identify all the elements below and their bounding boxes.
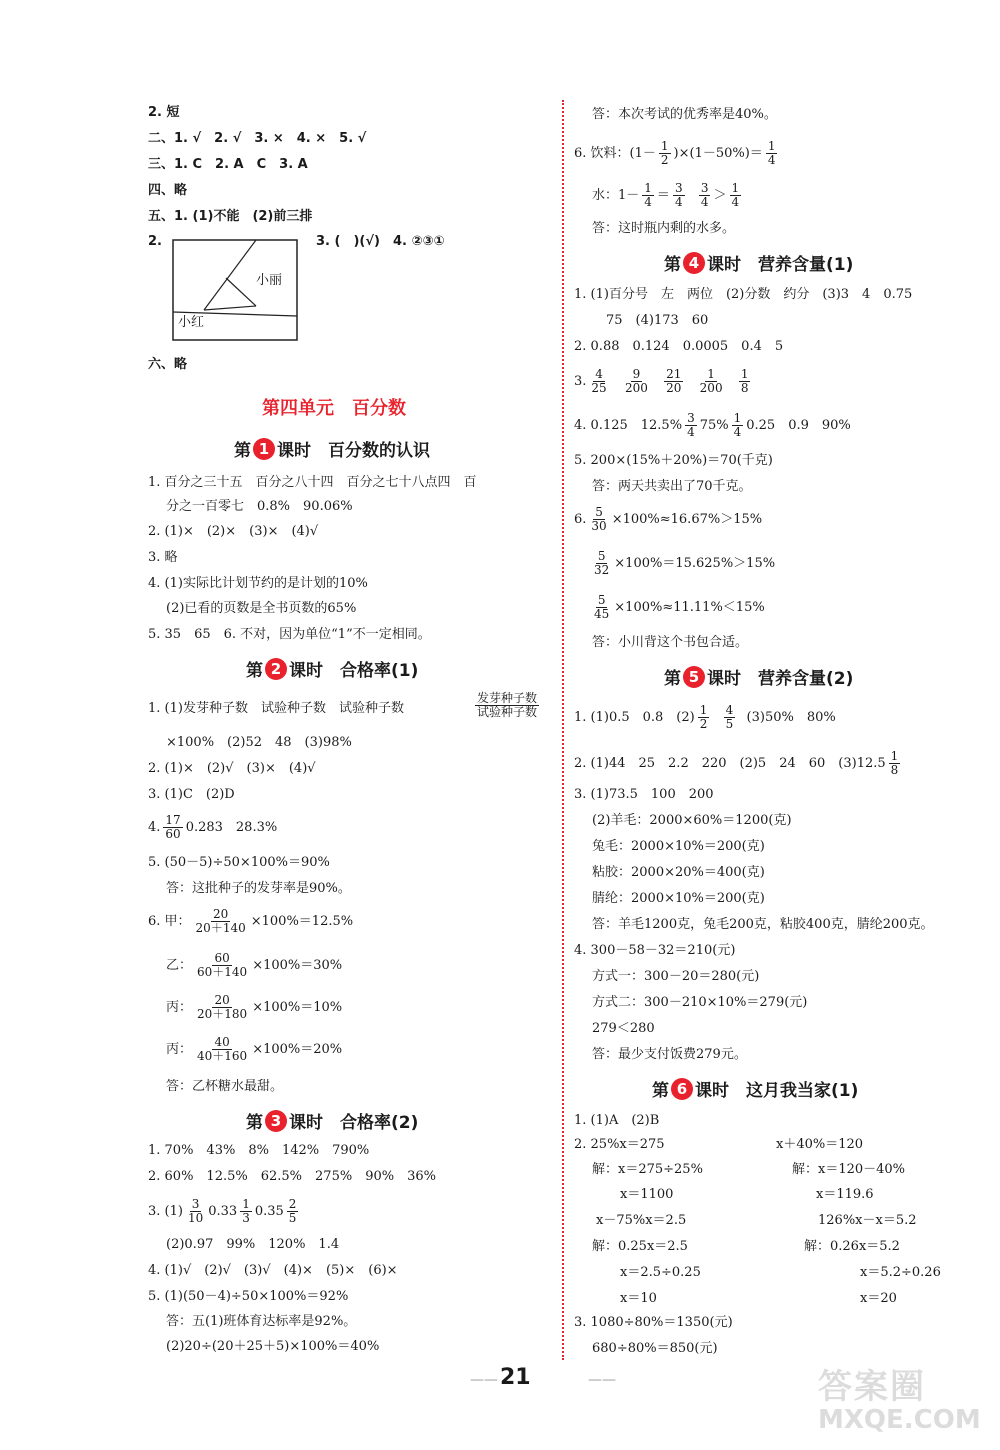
answer-line: x＝5.2÷0.26 <box>860 1265 941 1280</box>
lesson-prefix: 第 <box>246 1113 263 1133</box>
answer-line <box>592 182 744 209</box>
answer-line: 解：x＝120－40% <box>792 1162 906 1177</box>
numerator: 60 <box>214 951 230 965</box>
lesson-title <box>664 250 853 275</box>
lesson-name: 课时 合格率(2) <box>289 1113 419 1133</box>
answer-line <box>589 550 775 577</box>
answer-line: (2)0.97 99% 120% 1.4 <box>166 1237 340 1252</box>
denominator: 4 <box>644 195 652 209</box>
answer-line: 解：0.25x＝2.5 <box>592 1239 688 1254</box>
answer-line: (2)已看的页数是全书页数的65% <box>166 601 357 616</box>
answer-line: 2. (1)× (2)× (3)× (4)√ <box>148 524 319 539</box>
answer-line: 解：0.26x＝5.2 <box>804 1239 900 1254</box>
fraction <box>472 692 542 719</box>
answer-line: 1. (1)百分号 左 两位 (2)分数 约分 (3)3 4 0.75 <box>574 287 913 302</box>
answer-line: 二、1. √ 2. √ 3. × 4. × 5. √ <box>148 131 367 146</box>
denominator: 25 <box>591 381 607 395</box>
answer-line <box>148 908 353 935</box>
numerator: 1 <box>890 749 899 763</box>
denominator: 20＋180 <box>197 1007 248 1021</box>
answer-line: 5. (50－5)÷50×100%＝90% <box>148 855 330 870</box>
denominator: 32 <box>594 563 610 577</box>
text: ×100%≈16.67%＞15% <box>611 512 763 527</box>
text: 0.35 <box>254 1204 284 1219</box>
text: 水：1－ <box>592 188 640 203</box>
answer-line <box>574 140 780 167</box>
answer-line: 2. <box>148 234 162 249</box>
numerator: 3 <box>700 181 709 195</box>
text: 2. (1)44 25 2.2 220 (2)5 24 60 (3)12.5 <box>574 756 886 771</box>
lesson-title <box>246 656 418 681</box>
answer-line: 5. 200×(15%＋20%)＝70(千克) <box>574 453 773 468</box>
numerator: 1 <box>707 367 715 381</box>
watermark-logo <box>818 1367 981 1438</box>
text: 4. <box>148 820 161 835</box>
unit-title: 第四单元 百分数 <box>262 398 406 419</box>
answer-line: 126%x－x＝5.2 <box>818 1213 917 1228</box>
page-dash-right: —— <box>588 1372 616 1388</box>
text: 4. 0.125 12.5% <box>574 418 683 433</box>
answer-line <box>166 1036 342 1063</box>
answer-line: 兔毛：2000×10%＝200(克) <box>592 839 765 854</box>
answer-line: x＝2.5÷0.25 <box>620 1265 701 1280</box>
denominator: 40＋160 <box>197 1049 248 1063</box>
lesson-number-badge: 6 <box>671 1078 693 1100</box>
answer-line: 75 (4)173 60 <box>606 313 709 328</box>
lesson-name: 课时 营养含量(1) <box>707 255 854 275</box>
numerator: 3 <box>687 411 695 425</box>
answer-line <box>166 994 342 1021</box>
answer-line: 3. (1)73.5 100 200 <box>574 787 714 802</box>
text: 丙： <box>166 1000 193 1015</box>
text: ×100%≈11.11%＜15% <box>614 600 765 615</box>
answer-line: 答：两天共卖出了70千克。 <box>592 479 752 494</box>
answer-line: 答：乙杯糖水最甜。 <box>166 1079 284 1094</box>
answer-line: 680÷80%＝850(元) <box>592 1341 718 1356</box>
answer-line: 六、略 <box>148 357 188 372</box>
numerator: 1 <box>731 181 740 195</box>
lesson-prefix: 第 <box>664 255 681 275</box>
text: 6. 甲： <box>148 914 191 929</box>
answer-line: 四、略 <box>148 183 188 198</box>
denominator: 200 <box>624 381 648 395</box>
answer-line: 答：小川背这个书包合适。 <box>592 635 749 650</box>
lesson-number-badge: 4 <box>683 252 705 274</box>
numerator: 20 <box>213 907 229 921</box>
answer-line: 分之一百零七 0.8% 90.06% <box>166 499 353 514</box>
answer-line: 方式二：300－210×10%＝279(元) <box>592 995 808 1010</box>
watermark-url: MXQE.COM <box>818 1405 981 1435</box>
numerator: 17 <box>165 813 181 827</box>
denominator: 60＋140 <box>197 965 248 979</box>
answer-line: 解：x＝275÷25% <box>592 1162 703 1177</box>
denominator: 5 <box>725 717 734 731</box>
answer-line: 2. 60% 12.5% 62.5% 275% 90% 36% <box>148 1169 436 1184</box>
answer-line <box>166 952 342 979</box>
denominator: 10 <box>187 1211 204 1225</box>
text: 乙： <box>166 958 193 973</box>
numerator: 4 <box>725 703 734 717</box>
answer-line: 3. (1)C (2)D <box>148 787 235 802</box>
column-divider <box>562 100 564 1360</box>
answer-line: 4. (1)√ (2)√ (3)√ (4)× (5)× (6)× <box>148 1263 398 1278</box>
answer-line: 279＜280 <box>592 1021 655 1036</box>
numerator: 21 <box>666 367 682 381</box>
answer-line: 粘胶：2000×20%＝400(克) <box>592 865 765 880</box>
numerator: 5 <box>597 549 606 563</box>
answer-line: 答：最少支付饭费279元。 <box>592 1047 747 1062</box>
lesson-title <box>234 436 430 461</box>
denominator: 试验种子数 <box>477 705 538 719</box>
answer-line: 3. 1080÷80%＝1350(元) <box>574 1315 733 1330</box>
answer-line: 2. (1)× (2)√ (3)× (4)√ <box>148 761 316 776</box>
lesson-prefix: 第 <box>664 669 681 689</box>
answer-line <box>574 506 762 533</box>
text: ×100%＝20% <box>252 1042 343 1057</box>
denominator: 2 <box>699 717 708 731</box>
text: ×100%＝12.5% <box>250 914 354 929</box>
denominator: 4 <box>731 195 740 209</box>
text: ×100%＝30% <box>252 958 343 973</box>
numerator: 4 <box>595 367 603 381</box>
answer-line: 五、1. (1)不能 (2)前三排 <box>148 209 313 224</box>
watermark-title: 答案圈 <box>818 1367 926 1407</box>
text: 3. (1) <box>148 1204 183 1219</box>
numerator: 40 <box>214 1035 230 1049</box>
numerator: 1 <box>699 703 708 717</box>
answer-line: 答：这批种子的发芽率是90%。 <box>166 881 351 896</box>
answer-line: 5. (1)(50－4)÷50×100%＝92% <box>148 1289 349 1304</box>
answer-line: x＝10 <box>620 1291 657 1306</box>
text: ＝ <box>656 188 670 203</box>
answer-line: 4. 300－58－32＝210(元) <box>574 943 736 958</box>
answer-line: x＝1100 <box>620 1187 674 1202</box>
text: )×(1－50%)＝ <box>673 146 763 161</box>
numerator: 1 <box>767 139 776 153</box>
answer-line: x－75%x＝2.5 <box>596 1213 687 1228</box>
numerator: 20 <box>214 993 230 1007</box>
answer-line: 方式一：300－20＝280(元) <box>592 969 760 984</box>
lesson-prefix: 第 <box>246 661 263 681</box>
denominator: 20 <box>666 381 682 395</box>
diagram-label-xiaohong: 小红 <box>178 315 205 330</box>
answer-line <box>148 814 277 841</box>
answer-line <box>574 750 903 777</box>
text: (3)50% 80% <box>746 710 836 725</box>
numerator: 5 <box>597 593 606 607</box>
denominator: 4 <box>700 195 709 209</box>
answer-line: 4. (1)实际比计划节约的是计划的10% <box>148 576 368 591</box>
answer-line: x＝20 <box>860 1291 897 1306</box>
answer-line: 3. ( )(√) 4. ②③① <box>316 234 445 249</box>
lesson-prefix: 第 <box>652 1081 669 1101</box>
text: 0.33 <box>208 1204 238 1219</box>
denominator: 3 <box>242 1211 250 1225</box>
lesson-number-badge: 1 <box>253 438 275 460</box>
answer-line: x＝119.6 <box>816 1187 874 1202</box>
lesson-title <box>652 1076 858 1101</box>
answer-line: 2. 0.88 0.124 0.0005 0.4 5 <box>574 339 784 354</box>
answer-line: x＋40%＝120 <box>776 1137 864 1152</box>
text: 0.25 0.9 90% <box>746 418 851 433</box>
lesson-number-badge: 2 <box>265 658 287 680</box>
answer-line <box>574 412 851 439</box>
lesson-name: 课时 百分数的认识 <box>277 441 430 461</box>
page-number: 21 <box>500 1365 531 1390</box>
denominator: 200 <box>699 381 723 395</box>
answer-line: 答：本次考试的优秀率是40%。 <box>592 107 777 122</box>
denominator: 8 <box>740 381 749 395</box>
answer-line <box>574 368 753 395</box>
denominator: 4 <box>767 153 776 167</box>
answer-line <box>574 704 836 731</box>
lesson-title <box>246 1108 418 1133</box>
denominator: 2 <box>660 153 669 167</box>
lesson-name: 课时 营养含量(2) <box>707 669 854 689</box>
numerator: 1 <box>660 139 669 153</box>
answer-line: (2)羊毛：2000×60%＝1200(克) <box>592 813 792 828</box>
lesson-name: 课时 合格率(1) <box>289 661 419 681</box>
numerator: 3 <box>674 181 683 195</box>
diagram-label-xiaoli: 小丽 <box>256 273 283 288</box>
denominator: 4 <box>674 195 683 209</box>
text: 丙： <box>166 1042 193 1057</box>
answer-line: 2. 短 <box>148 105 180 120</box>
lesson-number-badge: 3 <box>265 1110 287 1132</box>
numerator: 发芽种子数 <box>477 691 538 705</box>
text: 75% <box>699 418 729 433</box>
answer-line: 三、1. C 2. A C 3. A <box>148 157 308 172</box>
answer-line: ×100% (2)52 48 (3)98% <box>166 735 352 750</box>
answer-line <box>148 700 404 718</box>
denominator: 4 <box>687 425 695 439</box>
numerator: 1 <box>733 411 742 425</box>
answer-line: 5. 35 65 6. 不对，因为单位“1”不一定相同。 <box>148 627 431 642</box>
numerator: 5 <box>595 505 603 519</box>
text: 1. (1)0.5 0.8 (2) <box>574 710 695 725</box>
text: ×100%＝10% <box>252 1000 343 1015</box>
page-dash-left: —— <box>470 1372 498 1388</box>
lesson-name: 课时 这月我当家(1) <box>695 1081 859 1101</box>
answer-line: 1. 70% 43% 8% 142% 790% <box>148 1143 370 1158</box>
answer-line: 1. (1)A (2)B <box>574 1113 660 1128</box>
denominator: 45 <box>594 607 610 621</box>
answer-line: (2)20÷(20＋25＋5)×100%＝40% <box>166 1339 380 1354</box>
denominator: 60 <box>165 827 181 841</box>
answer-line: 答：羊毛1200克，兔毛200克，粘胶400克，腈纶200克。 <box>592 917 934 932</box>
answer-line: 1. 百分之三十五 百分之八十四 百分之七十八点四 百 <box>148 475 477 490</box>
text: ＞ <box>713 188 727 203</box>
numerator: 1 <box>740 367 749 381</box>
text: 3. <box>574 374 587 389</box>
lesson-number-badge: 5 <box>683 666 705 688</box>
denominator: 4 <box>733 425 742 439</box>
lesson-prefix: 第 <box>234 441 251 461</box>
answer-line <box>148 1198 301 1225</box>
answer-line: 2. 25%x＝275 <box>574 1137 665 1152</box>
text: 6. 饮料：(1－ <box>574 146 656 161</box>
numerator: 3 <box>191 1197 200 1211</box>
denominator: 5 <box>288 1211 297 1225</box>
text: 0.283 28.3% <box>185 820 278 835</box>
text: 6. <box>574 512 587 527</box>
numerator: 1 <box>242 1197 250 1211</box>
lesson-title <box>664 664 853 689</box>
text: ×100%＝15.625%＞15% <box>614 556 776 571</box>
denominator: 8 <box>890 763 899 777</box>
numerator: 2 <box>288 1197 297 1211</box>
numerator: 1 <box>644 181 652 195</box>
answer-line: 答：这时瓶内剩的水多。 <box>592 221 736 236</box>
denominator: 20＋140 <box>195 921 246 935</box>
text: 1. (1)发芽种子数 试验种子数 试验种子数 <box>148 701 404 716</box>
answer-line: 腈纶：2000×10%＝200(克) <box>592 891 765 906</box>
denominator: 30 <box>591 519 607 533</box>
answer-line <box>589 594 765 621</box>
answer-line: 3. 略 <box>148 550 178 565</box>
answer-line: 答：五(1)班体育达标率是92%。 <box>166 1314 357 1329</box>
numerator: 9 <box>632 367 641 381</box>
